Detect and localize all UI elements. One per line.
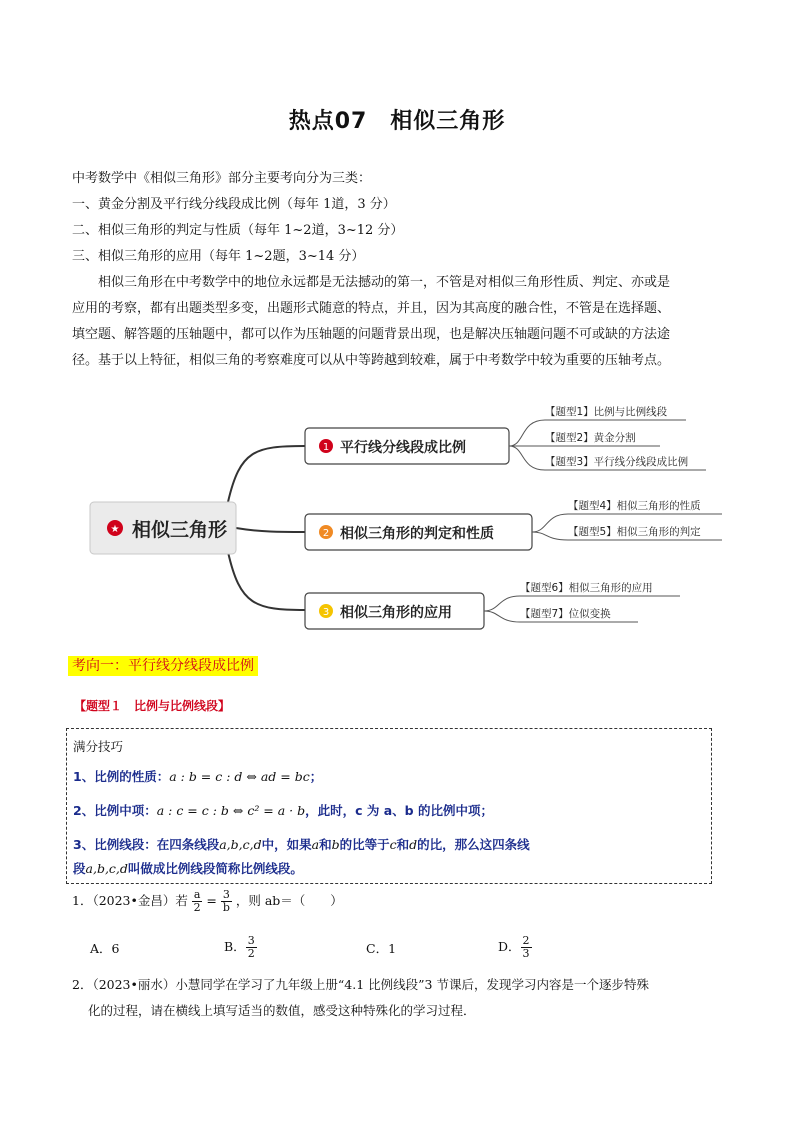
intro-paragraph-line: 相似三角形在中考数学中的地位永远都是无法撼动的第一，不管是对相似三角形性质、判定、亦或是: [98, 275, 671, 290]
intro-item-2: 二、相似三角形的判定与性质（每年 1~2道，3~12 分）: [72, 223, 404, 238]
section-heading: 考向一：平行线分线段成比例: [68, 656, 258, 676]
mindmap-leaf: 【题型1】比例与比例线段: [545, 406, 668, 418]
question-1-choices: [90, 935, 730, 969]
intro-paragraph-line: 径。基于以上特征，相似三角的考察难度可以从中等跨越到较难，属于中考数学中较为重要的压轴考点。: [72, 353, 671, 368]
svg-text:★: ★: [110, 524, 120, 535]
mindmap-connector: [236, 528, 305, 532]
question-2: [72, 972, 732, 1024]
mindmap-leaf: 【题型3】平行线分线段成比例: [545, 456, 689, 468]
intro-lead: 中考数学中《相似三角形》部分主要考向分为三类：: [72, 171, 372, 186]
mindmap-connector: [228, 552, 305, 610]
mindmap-leaf: 【题型4】相似三角形的性质: [568, 500, 701, 512]
tip-line-3: 3、比例线段：在四条线段a,b,c,d中，如果a和b的比等于c和d的比，那么这四条线: [73, 837, 530, 852]
intro-item-3: 三、相似三角形的应用（每年 1~2题，3~14 分）: [72, 249, 365, 264]
tip-line-2: 2、比例中项：a : c = c : b ⇔ c² = a · b，此时，c 为 a、b 的比例中项；: [73, 803, 493, 818]
tips-box: [66, 728, 712, 884]
svg-text:2: 2: [322, 528, 330, 539]
fraction: $\frac{3}{b}$: [222, 888, 230, 914]
choice-b[interactable]: B． $\frac{3}{2}$: [224, 934, 255, 960]
intro-block: [72, 166, 732, 374]
mindmap-leaf: 【题型5】相似三角形的判定: [568, 526, 701, 538]
question-1: 1．（2023•金昌）若 $\frac{a}{2}$ = $\frac{3}{b}$ ，则 ab＝（ ）: [72, 888, 343, 914]
choice-a[interactable]: A．6: [90, 941, 120, 956]
mindmap-leaf: 【题型2】黄金分割: [545, 432, 636, 444]
mindmap-leaf: 【题型7】位似变换: [520, 608, 611, 620]
tip-line-1: 1、比例的性质：a : b = c : d ⇔ ad = bc；: [73, 769, 323, 784]
svg-text:1: 1: [322, 442, 330, 453]
svg-text:3: 3: [322, 607, 330, 618]
intro-paragraph-line: 应用的考察，都有出题类型多变，出题形式随意的特点，并且，因为其高度的融合性，不管是在选择题、: [72, 301, 671, 316]
mindmap-connector: [228, 446, 305, 502]
mindmap-leaf: 【题型6】相似三角形的应用: [520, 582, 653, 594]
choice-c[interactable]: C．1: [366, 941, 397, 956]
mindmap-branch-label: 平行线分线段成比例: [340, 440, 466, 456]
mindmap-branch-label: 相似三角形的应用: [340, 605, 452, 621]
choice-d[interactable]: D． $\frac{2}{3}$: [498, 934, 530, 960]
intro-item-1: 一、黄金分割及平行线分线段成比例（每年 1道，3 分）: [72, 197, 396, 212]
mindmap-branch-label: 相似三角形的判定和性质: [340, 526, 494, 542]
question-2-line: 2．（2023•丽水）小慧同学在学习了九年级上册“4.1 比例线段”3 节课后，发现学习内容是一个逐步特殊: [72, 977, 649, 992]
fraction: $\frac{a}{2}$: [193, 888, 201, 914]
type-heading: 【题型１ 比例与比例线段】: [74, 699, 231, 713]
tip-line-3-cont: 段a,b,c,d叫做成比例线段简称比例线段。: [73, 861, 303, 876]
mindmap-center-label: 相似三角形: [132, 519, 228, 541]
question-2-line: 化的过程，请在横线上填写适当的数值，感受这种特殊化的学习过程．: [88, 1003, 476, 1018]
tips-title: 满分技巧: [73, 739, 124, 754]
intro-paragraph-line: 填空题、解答题的压轴题中，都可以作为压轴题的问题背景出现，也是解决压轴题问题不可或缺的方法途: [72, 327, 671, 342]
page-title: 热点07 相似三角形: [288, 109, 506, 134]
mindmap-diagram: [0, 390, 794, 640]
